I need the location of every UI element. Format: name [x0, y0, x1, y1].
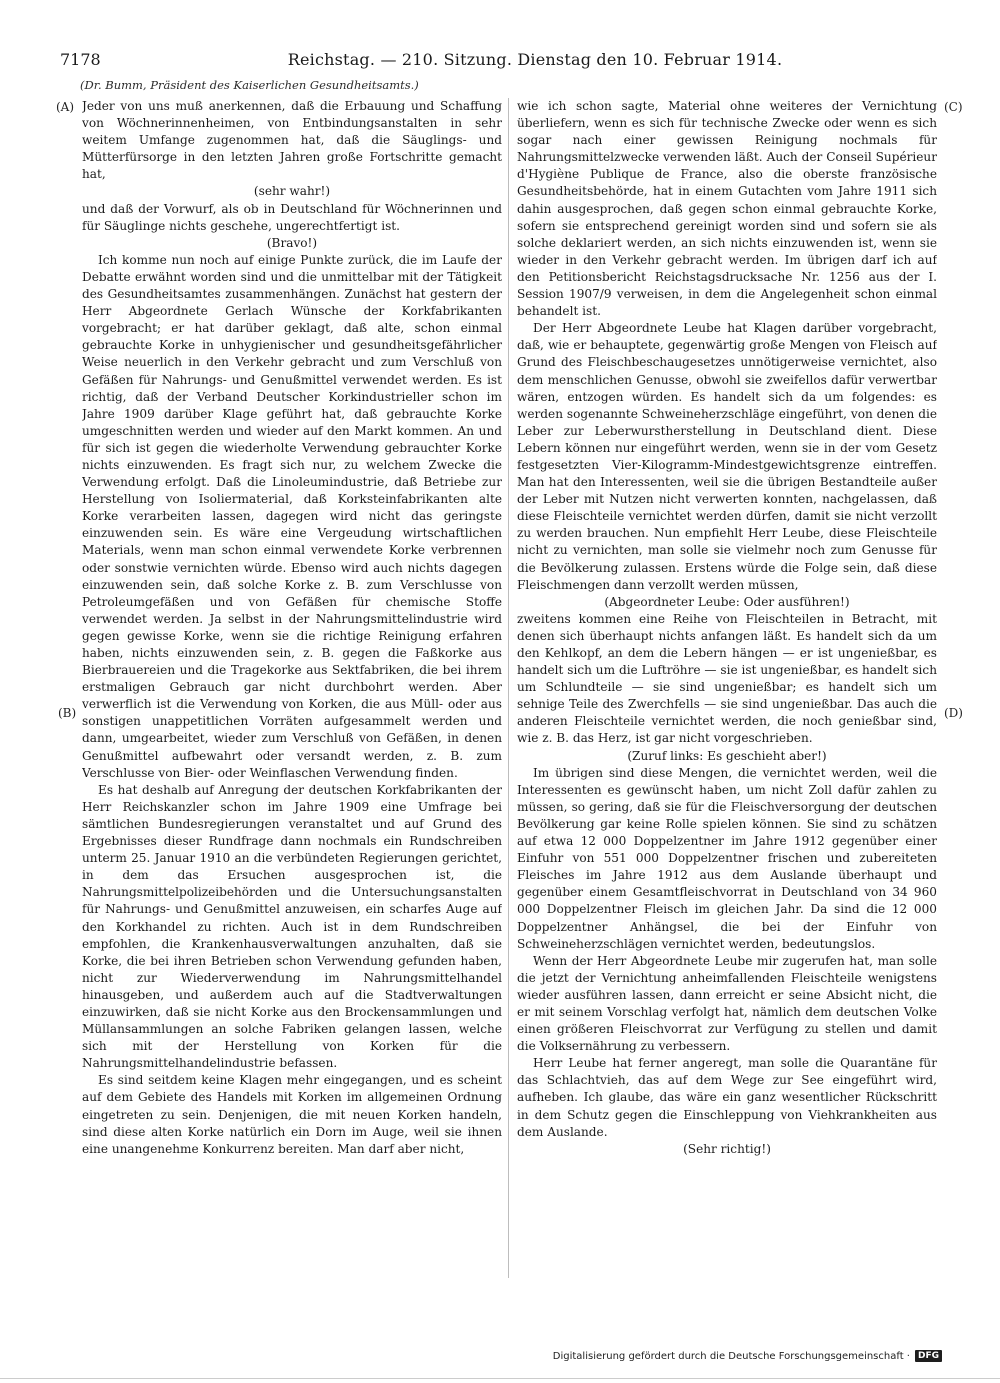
credit-text: Digitalisierung gefördert durch die Deutsche Forschungsgemeinschaft · — [552, 1350, 910, 1362]
margin-marker-c: (C) — [944, 100, 963, 114]
margin-marker-d: (D) — [944, 706, 963, 720]
paragraph: wie ich schon sagte, Material ohne weiteres der Vernichtung überliefern, wenn es sich für technische Zwecke oder wenn es sich sogar nach einer gewissen Reinigung nochmals für Nahrungsmittelzwecke verwenden läßt. Auch der Conseil Supérieur d'Hygiène Publique de France, also die oberste französische Gesundheitsbehörde, hat in einem Gutachten vom Jahre 1911 sich dahin ausgesprochen, daß gegen schon einmal gebrauchte Korke, sofern sie entsprechend gereinigt worden sind und sofern sie als solche deklariert werden, an sich nichts einzuwenden ist, wenn sie wieder in den Verkehr gebracht werden. Im übrigen darf ich auf den Petitionsbericht Reichstagsdrucksache Nr. 1256 aus der I. Session 1907/9 verweisen, in dem die Angelegenheit schon einmal behandelt ist. — [517, 99, 937, 319]
interjection: (Zuruf links: Es geschieht aber!) — [627, 748, 827, 763]
footer-divider — [0, 1378, 1000, 1379]
paragraph: Ich komme nun noch auf einige Punkte zurück, die im Laufe der Debatte erwähnt worden sind und die unmittelbar mit der Tätigkeit des Gesundheitsamtes zusammenhängen. Zunächst hat gestern der Herr Abgeordnete Gerlach Wünsche der Korkfabrikanten vorgebracht; er hat darüber geklagt, daß alte, schon einmal gebrauchte Korke in unhygienischer und gesundheitsgefährlicher Weise neuerlich in den Verkehr gebracht und zum Verschluß von Gefäßen für Nahrungs- und Genußmittel verwendet werden. Es ist richtig, daß der Verband Deutscher Korkindustrieller schon im Jahre 1909 darüber Klage geführt hat, daß gebrauchte Korke umgeschnitten werden und wieder auf den Markt kommen. An und für sich ist gegen die wiederholte Verwendung gebrauchter Korke nichts einzuwenden. Es fragt sich nur, zu welchem Zwecke die Verwendung erfolgt. Daß die Linoleumindustrie, daß Betriebe zur Herstellung von Isoliermaterial, daß Korksteinfabrikanten alte Korke verarbeiten lassen, dagegen wird nicht das geringste einzuwenden sein. Es wäre eine Vergeudung wirtschaftlichen Materials, wenn man schon einmal verwendete Korke verbrennen oder sonstwie vernichten würde. Ebenso wird auch nichts dagegen einzuwenden sein, daß solche Korke z. B. zum Verschlusse von Petroleumgefäßen und von Gefäßen für chemische Stoffe verwendet werden. Ja selbst in der Nahrungsmittelindustrie wird gegen gewisse Korke, wenn sie die richtige Reinigung erfahren haben, nichts einzuwenden sein, z. B. gegen die Faßkorke aus Bierbrauereien und die Tragekorke aus Sektfabriken, die bei ihrem erstmaligen Gebrauch gar nicht durchbohrt werden. Aber verwerflich ist die Verwendung von Korken, die aus Müll- oder aus sonstigen unappetitlichen Vorräten aufgesammelt werden und dann, umgearbeitet, wieder zum Verschluß von Gefäßen, in denen Genußmittel aufbewahrt oder versandt werden, z. B. zum Verschlusse von Bier- oder Weinflaschen Verwendung finden. — [82, 252, 502, 780]
paragraph: Jeder von uns muß anerkennen, daß die Erbauung und Schaffung von Wöchnerinnenheimen, von Entbindungsanstalten in sehr weitem Umfange zugenommen hat, daß die Säuglings- und Mütterfürsorge in den letzten Jahren große Fortschritte gemacht hat, — [82, 99, 502, 182]
dfg-logo: DFG — [915, 1350, 942, 1362]
paragraph: zweitens kommen eine Reihe von Fleischteilen in Betracht, mit denen sich überhaupt nichts anfangen läßt. Es handelt sich da um den Kehlkopf, an dem die Lebern hängen — er ist ungenießbar, es handelt sich um die Luftröhre — sie ist ungenießbar, es handelt sich um Schlundteile — sie sind ungenießbar; es handelt sich um sehnige Teile des Zwerchfells — sie sind ungenießbar. Das auch die anderen Fleischteile vernichtet werden, die noch genießbar sind, wie z. B. das Herz, ist gar nicht vorgeschrieben. — [517, 611, 937, 746]
column-divider — [508, 98, 509, 1278]
interjection: (Abgeordneter Leube: Oder ausführen!) — [604, 594, 850, 609]
left-column — [82, 98, 502, 1288]
paragraph: Im übrigen sind diese Mengen, die vernichtet werden, weil die Interessenten es gewünscht haben, um nicht Zoll dafür zahlen zu müssen, so gering, daß sie für die Fleischversorgung der deutschen Bevölkerung gar keine Rolle spielen können. Sie sind zu schätzen auf etwa 12 000 Doppelzentner im Jahre 1912 gegenüber einer Einfuhr von 551 000 Doppelzentner frischen und zubereiteten Fleisches im Jahre 1912 aus dem Auslande überhaupt und gegenüber einem Gesamtfleischvorrat in Deutschland von 34 960 000 Doppelzentner Fleisch im gleichen Jahr. Da sind die 12 000 Doppelzentner Anhängsel, die bei der Einfuhr von Schweineherzschlägen vernichtet werden, bedeutungslos. — [517, 765, 937, 951]
paragraph: Es sind seitdem keine Klagen mehr eingegangen, und es scheint auf dem Gebiete des Handels mit Korken im allgemeinen Ordnung eingetreten zu sein. Denjenigen, die mit neuen Korken handeln, sind diese alten Korke natürlich ein Dorn im Auge, weil sie ihnen eine unangenehme Konkurrenz bereiten. Man darf aber nicht, — [82, 1073, 502, 1156]
paragraph: Wenn der Herr Abgeordnete Leube mir zugerufen hat, man solle die jetzt der Vernichtung anheimfallenden Fleischteile wenigstens wieder ausführen lassen, dann erreicht er seine Absicht nicht, die er mit seinem Vorschlag verfolgt hat, nämlich dem deutschen Volke einen größeren Fleischvorrat zur Verfügung zu stellen und damit die Volksernährung zu verbessern. — [517, 953, 937, 1054]
margin-marker-b: (B) — [58, 706, 77, 720]
running-head: Reichstag. — 210. Sitzung. Dienstag den 10. Februar 1914. — [287, 50, 783, 69]
paragraph: Herr Leube hat ferner angeregt, man solle die Quarantäne für das Schlachtvieh, das auf dem Wege zur See eingeführt wird, aufheben. Ich glaube, das wäre ein ganz wesentlicher Rückschritt in dem Schutz gegen die Einschleppung von Viehkrankheiten aus dem Auslande. — [517, 1056, 937, 1139]
interjection: (Bravo!) — [266, 235, 318, 250]
speaker-note: (Dr. Bumm, Präsident des Kaiserlichen Gesundheitsamts.) — [80, 78, 419, 92]
page-number: 7178 — [60, 50, 101, 69]
margin-marker-a: (A) — [56, 100, 75, 114]
page-header — [60, 50, 940, 76]
right-column — [517, 98, 937, 1288]
paragraph: und daß der Vorwurf, als ob in Deutschland für Wöchnerinnen und für Säuglinge nichts geschehe, ungerechtfertigt ist. — [82, 201, 502, 233]
interjection: (Sehr richtig!) — [683, 1141, 771, 1156]
interjection: (sehr wahr!) — [253, 184, 331, 199]
paragraph: Der Herr Abgeordnete Leube hat Klagen darüber vorgebracht, daß, wie er behauptete, gegenwärtig große Mengen von Fleisch auf Grund des Fleischbeschaugesetzes unnötigerweise vernichtet, also dem menschlichen Genusse, obwohl sie zweifellos dafür verwertbar wären, entzogen würden. Es handelt sich da um folgendes: es werden sogenannte Schweineherzschläge eingeführt, von denen die Leber zur Leberwurstherstellung in Deutschland dient. Diese Lebern können nur eingeführt werden, wenn sie in der vom Gesetz festgesetzten Vier-Kilogramm-Mindestgewichtsgrenze eintreffen. Man hat den Interessenten, weil sie die übrigen Bestandteile außer der Leber mit Nutzen nicht verwerten konnten, nachgelassen, daß diese Fleischteile vernichtet werden dürfen, damit sie nicht verzollt zu werden brauchen. Nun empfiehlt Herr Leube, diese Fleischteile nicht zu vernichten, man solle sie vielmehr noch zum Genusse für die Bevölkerung zulassen. Erstens würde die Folge sein, daß diese Fleischmengen dann verzollt werden müssen, — [517, 321, 937, 592]
digitization-credit — [553, 1350, 942, 1362]
paragraph: Es hat deshalb auf Anregung der deutschen Korkfabrikanten der Herr Reichskanzler schon im Jahre 1909 eine Umfrage bei sämtlichen Bundesregierungen veranstaltet und auf Grund des Ergebnisses dieser Rundfrage dann nochmals ein Rundschreiben unterm 25. Januar 1910 an die verbündeten Regierungen gerichtet, in dem das Ersuchen ausgesprochen ist, die Nahrungsmittelpolizeibehörden und die Untersuchungsanstalten für Nahrungs- und Genußmittel anzuweisen, ein scharfes Auge auf den Korkhandel zu richten. Auch ist in dem Rundschreiben empfohlen, die Krankenhausverwaltungen anzuhalten, daß sie Korke, die bei ihren Betrieben schon Verwendung gefunden haben, nicht zur Wiederverwendung im Nahrungsmittelhandel hinausgeben, und außerdem auch auf die Stadtverwaltungen einzuwirken, daß sie nicht Korke aus den Brockensammlungen und Müllansammlungen an solche Fabriken gelangen lassen, welche sich mit der Herstellung von Korken für die Nahrungsmittelhandelindustrie befassen. — [82, 782, 502, 1071]
